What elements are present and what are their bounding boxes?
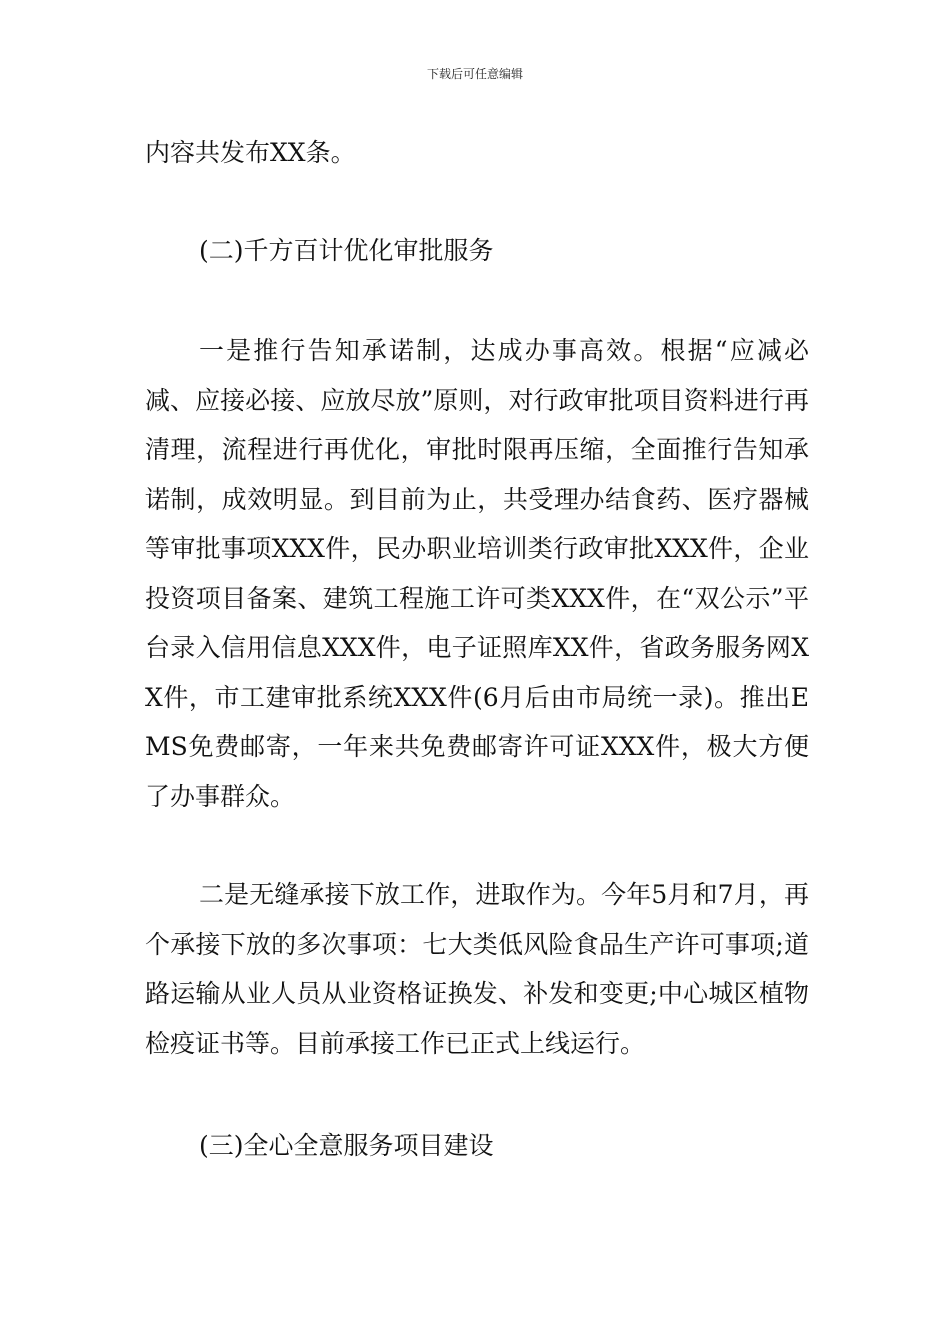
paragraph-seamless-undertaking: 二是无缝承接下放工作，进取作为。今年5月和7月，再个承接下放的多次事项：七大类低风险食品生产许可事项;道路运输从业人员从业资格证换发、补发和变更;中心城区植物检疫证书等。目前承接工作已正式上线运行。 <box>145 880 809 1058</box>
section-heading-2: (二)千方百计优化审批服务 <box>199 236 494 265</box>
page-header: 下载后可任意编辑 <box>426 67 523 81</box>
section-heading-3: (三)全心全意服务项目建设 <box>199 1131 494 1160</box>
paragraph-notification-commitment: 一是推行告知承诺制，达成办事高效。根据“应减必减、应接必接、应放尽放”原则，对行政审批项目资料进行再清理，流程进行再优化，审批时限再压缩，全面推行告知承诺制，成效明显。到目前为止，共受理办结食药、医疗器械等审批事项XXX件，民办职业培训类行政审批XXX件，企业投资项目备案、建筑工程施工许可类XXX件，在“双公示”平台录入信用信息XXX件，电子证照库XX件，省政务服务网XX件，市工建审批系统XXX件(6月后由市局统一录)。推出EMS免费邮寄，一年来共免费邮寄许可证XXX件，极大方便了办事群众。 <box>145 336 809 811</box>
paragraph-continuation: 内容共发布XX条。 <box>145 138 356 167</box>
